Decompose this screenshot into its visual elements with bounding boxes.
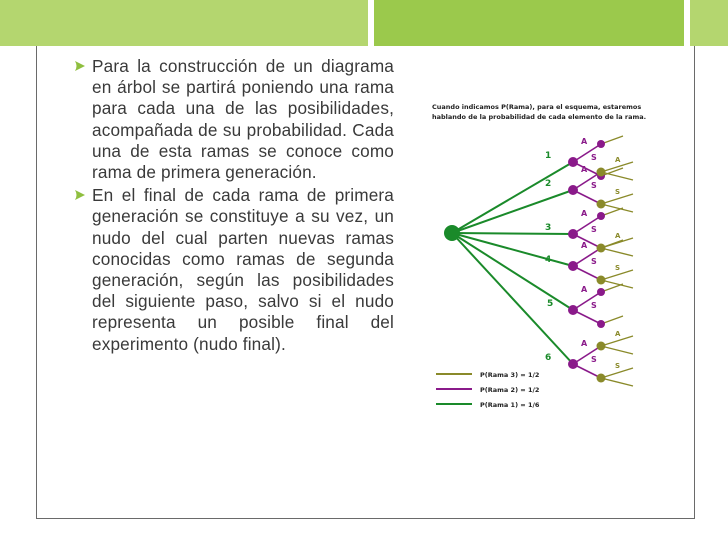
tree-node [597,320,605,328]
third-branch-label: A [615,232,621,240]
diagram-caption: Cuando indicamos P(Rama), para el esquema, estaremos [432,103,642,111]
tree-node [597,200,606,209]
tree-node [597,244,606,253]
sub-branch-label: A [581,285,588,294]
bullet-text: En el final de cada rama de primera generación se constituye a su vez, un nudo del cual parten nuevas ramas conocidas como ramas de segunda generación, según las posibilidades del siguiente paso, salvo si el nudo representa un posible final del experimento (nudo final). [92,185,394,354]
branch-label: 1 [545,151,552,161]
root-node [444,225,460,241]
tree-node [597,276,606,285]
sub-branch-label: A [581,241,588,250]
header-strip [690,0,728,46]
tree-diagram-svg [428,100,678,430]
branch-label: 2 [545,179,552,189]
tree-node [597,168,606,177]
bullet-list [74,56,394,355]
tree-node [568,157,578,167]
sub-branch-label: S [591,153,597,162]
tree-node [597,288,605,296]
branch-label: 5 [547,299,554,309]
tree-node [568,305,578,315]
tree-node [568,229,578,239]
third-branch-line [601,248,633,256]
sub-branch-label: S [591,355,597,364]
third-branch-line [601,346,633,354]
bullet-text: Para la construcción de un diagrama en árbol se partirá poniendo una rama para cada una de las posibilidades, acompañada de su probabilidad. Cada una de esta ramas se conoce como rama de primera generación. [92,56,394,183]
tree-node [568,261,578,271]
header-band [0,0,728,46]
tree-node [597,140,605,148]
tree-node [568,359,578,369]
sub-branch-label: S [591,225,597,234]
header-strip [0,0,368,46]
sub-branch-label: S [591,181,597,190]
sub-branch-label: A [581,137,588,146]
third-branch-label: A [615,156,621,164]
sub-branch-label: A [581,209,588,218]
third-branch-label: S [615,188,621,196]
bullet-icon [74,189,86,201]
sub-branch-label: S [591,257,597,266]
diagram-caption: hablando de la probabilidad de cada elemento de la rama. [432,113,647,121]
legend-label: P(Rama 3) = 1/2 [480,371,540,379]
tree-node [597,342,606,351]
third-branch-label: S [615,362,621,370]
sub-branch-label: A [581,165,588,174]
bullet-item [74,56,394,183]
header-strip [374,0,684,46]
tree-node [597,212,605,220]
third-branch-label: A [615,330,621,338]
third-branch-label: S [615,264,621,272]
branch-line [452,233,573,266]
sub-branch-label: S [591,301,597,310]
bullet-item [74,185,394,355]
legend-label: P(Rama 2) = 1/2 [480,386,540,394]
branch-label: 3 [545,223,552,233]
branch-line [452,233,573,234]
tree-diagram [428,100,678,430]
bullet-icon [74,60,86,72]
legend-label: P(Rama 1) = 1/6 [480,401,540,409]
branch-label: 4 [545,255,552,265]
tree-node [568,185,578,195]
branch-label: 6 [545,353,552,363]
sub-branch-label: A [581,339,588,348]
tree-node [597,374,606,383]
third-branch-line [601,172,633,180]
third-branch-line [601,378,633,386]
